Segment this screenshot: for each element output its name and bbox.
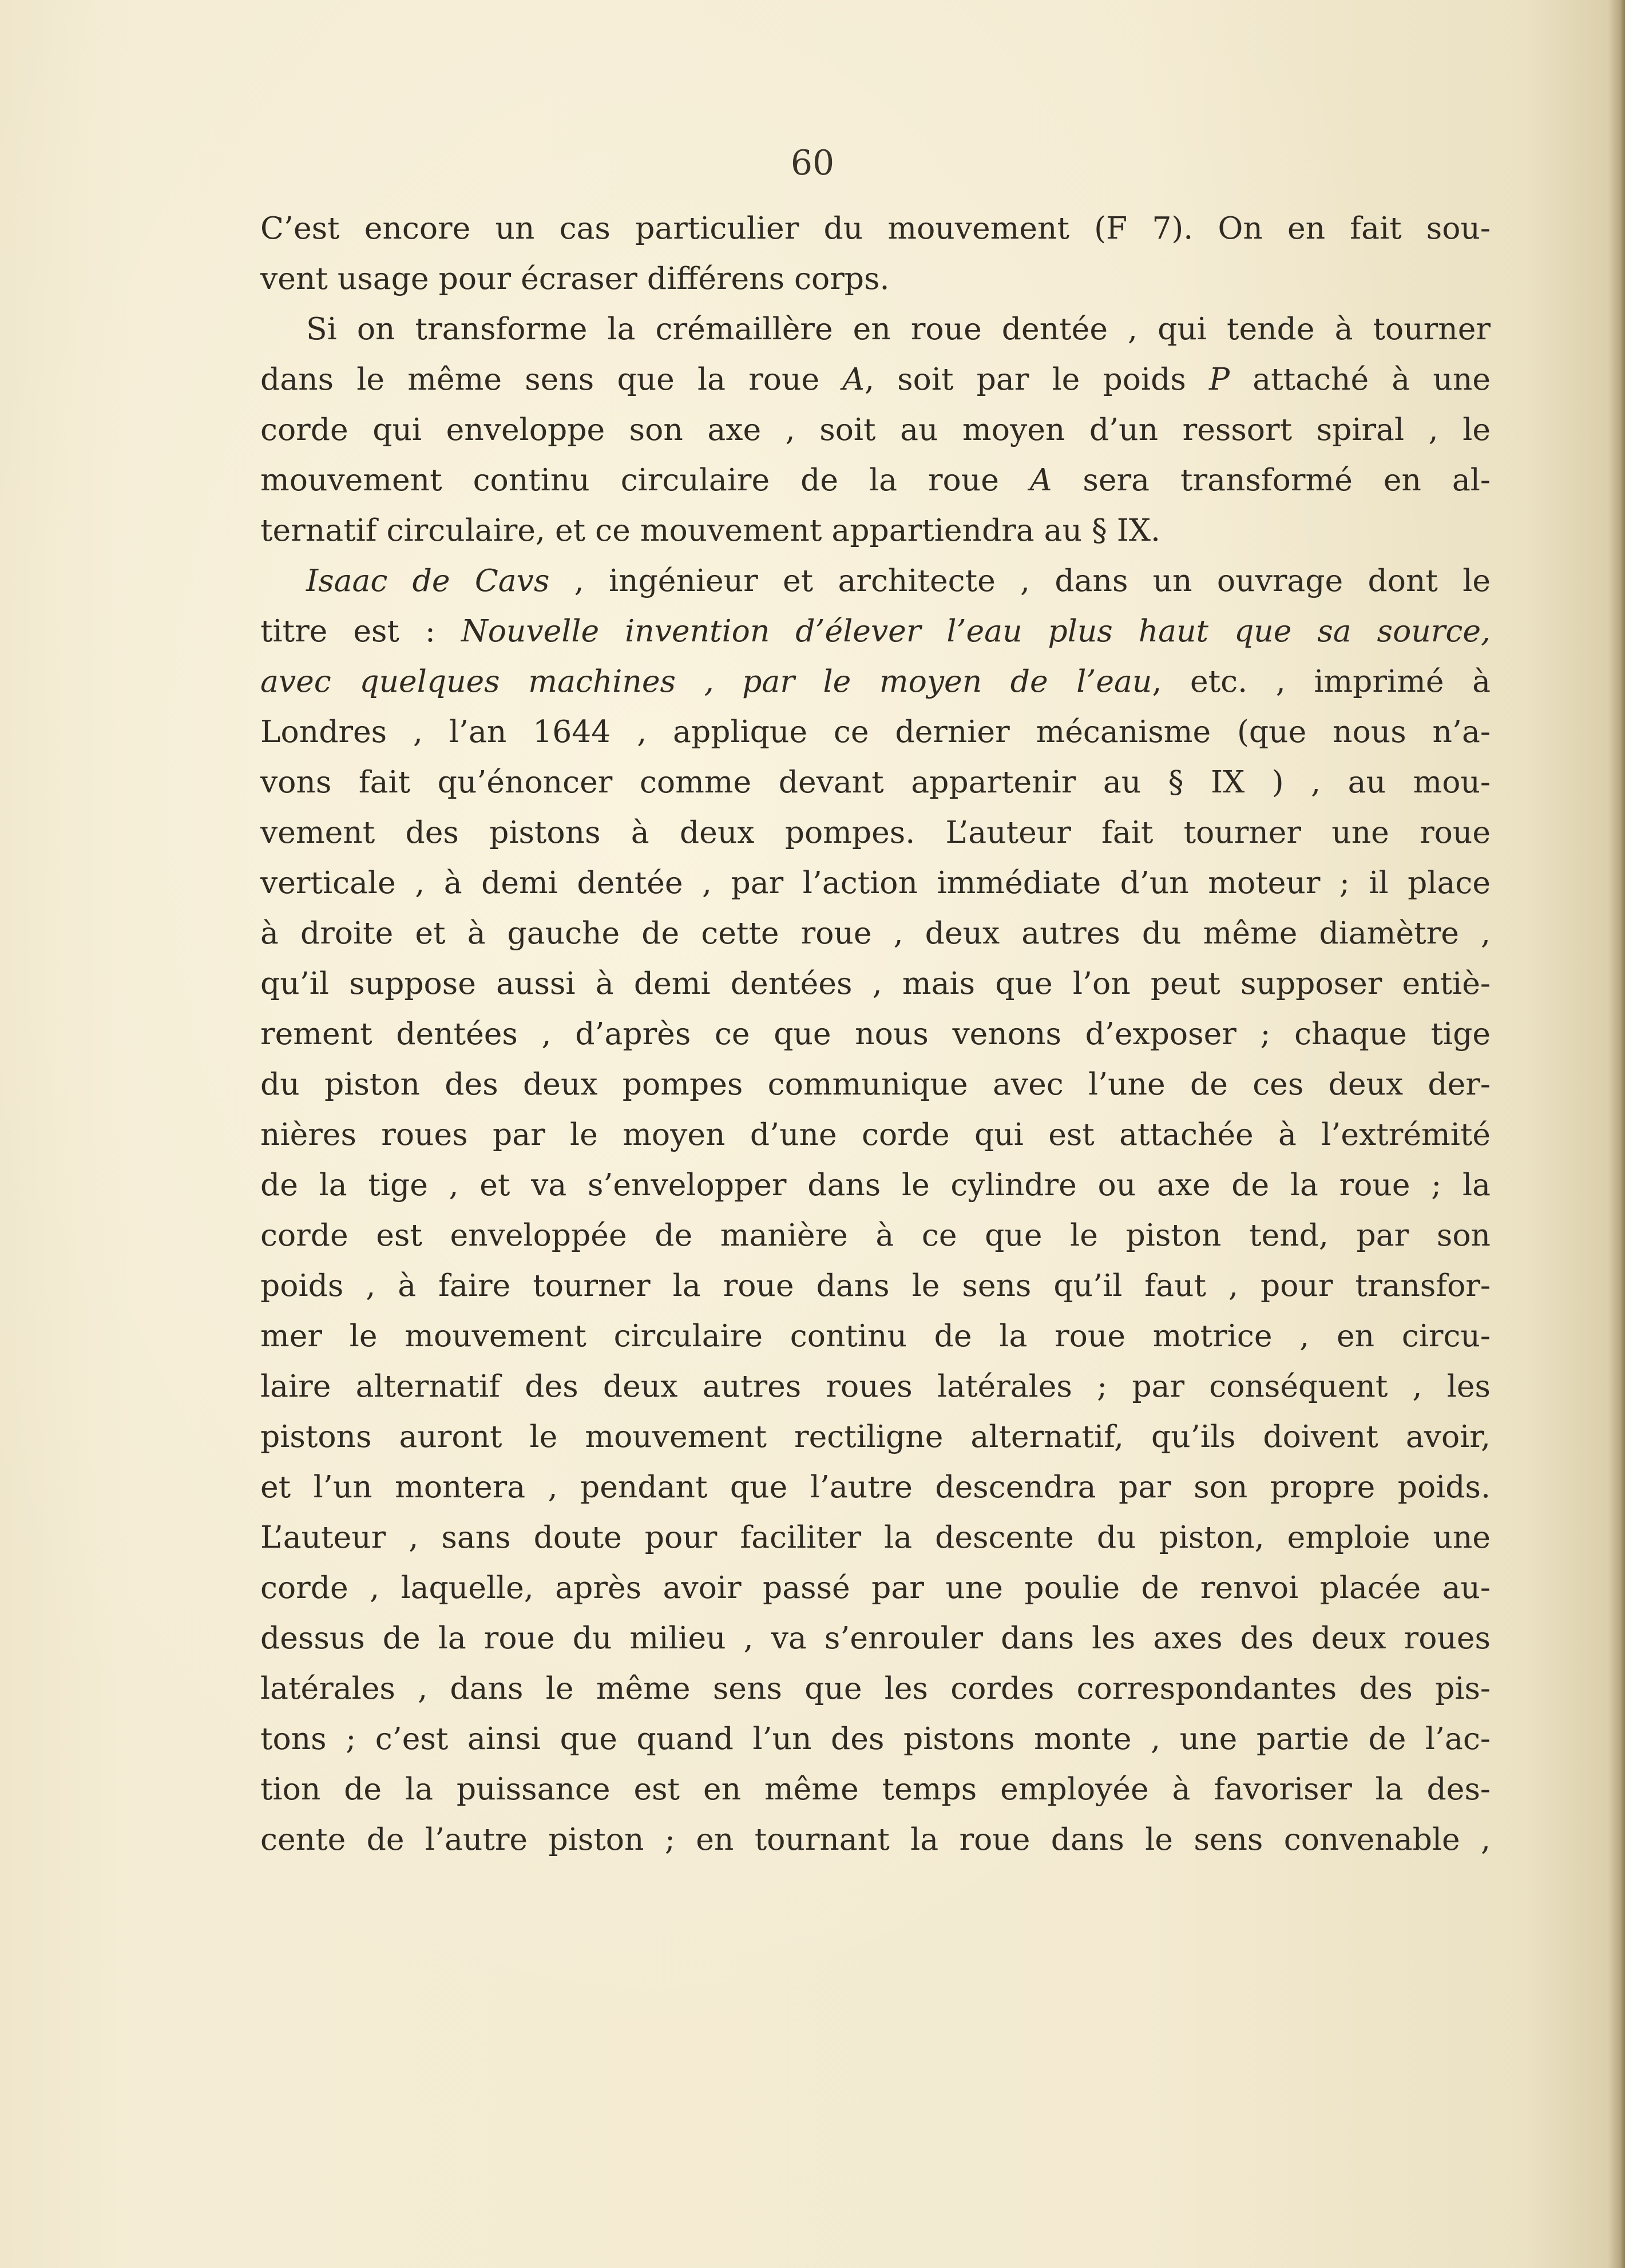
text-segment: et l’un montera , pendant que l’autre descendra par son propre poids.: [260, 1469, 1491, 1505]
text-line: [260, 1764, 1491, 1814]
text-segment: poids , à faire tourner la roue dans le sens qu’il faut , pour transfor-: [260, 1267, 1491, 1303]
italic-text: P: [1209, 361, 1230, 397]
text-segment: corde est enveloppée de manière à ce que le piston tend, par son: [260, 1217, 1491, 1253]
text-line: [260, 858, 1491, 908]
text-segment: , etc. , imprimé à: [1152, 663, 1491, 699]
text-segment: , ingénieur et architecte , dans un ouvrage dont le: [549, 562, 1491, 598]
text-segment: attaché à une: [1230, 361, 1491, 397]
text-line: [260, 556, 1491, 606]
text-line: [260, 1109, 1491, 1160]
text-segment: laire alternatif des deux autres roues latérales ; par conséquent , les: [260, 1368, 1491, 1404]
text-segment: mouvement continu circulaire de la roue: [260, 462, 1030, 498]
text-line: [260, 253, 1491, 304]
text-segment: du piston des deux pompes communique avec l’une de ces deux der-: [260, 1066, 1491, 1102]
text-segment: tons ; c’est ainsi que quand l’un des pistons monte , une partie de l’ac-: [260, 1720, 1491, 1756]
text-line: [260, 354, 1491, 405]
text-segment: corde qui enveloppe son axe , soit au moyen d’un ressort spiral , le: [260, 411, 1491, 447]
text-segment: de la tige , et va s’envelopper dans le cylindre ou axe de la roue ; la: [260, 1167, 1491, 1203]
text-line: [260, 1059, 1491, 1109]
text-line: [260, 656, 1491, 707]
text-segment: cente de l’autre piston ; en tournant la roue dans le sens convenable ,: [260, 1821, 1491, 1857]
text-line: [260, 807, 1491, 858]
text-segment: verticale , à demi dentée , par l’action immédiate d’un moteur ; il place: [260, 865, 1491, 901]
text-line: [260, 405, 1491, 455]
text-line: [260, 505, 1491, 556]
text-line: [260, 1462, 1491, 1512]
text-segment: qu’il suppose aussi à demi dentées , mais que l’on peut supposer entiè-: [260, 965, 1491, 1001]
text-segment: à droite et à gauche de cette roue , deux autres du même diamètre ,: [260, 915, 1491, 951]
text-line: [260, 1009, 1491, 1059]
text-line: [260, 908, 1491, 958]
text-line: [260, 1563, 1491, 1613]
text-segment: L’auteur , sans doute pour faciliter la descente du piston, emploie une: [260, 1519, 1491, 1555]
text-segment: dessus de la roue du milieu , va s’enrouler dans les axes des deux roues: [260, 1620, 1491, 1656]
italic-text: A: [842, 361, 865, 397]
text-line: [260, 1613, 1491, 1663]
text-segment: tion de la puissance est en même temps employée à favoriser la des-: [260, 1771, 1491, 1807]
text-segment: C’est encore un cas particulier du mouvement (F 7). On en fait sou-: [260, 210, 1491, 246]
text-segment: vement des pistons à deux pompes. L’auteur fait tourner une roue: [260, 814, 1491, 850]
text-line: [260, 304, 1491, 354]
text-segment: , soit par le poids: [864, 361, 1210, 397]
text-segment: rement dentées , d’après ce que nous venons d’exposer ; chaque tige: [260, 1016, 1491, 1052]
text-line: [260, 203, 1491, 253]
text-segment: Si on transforme la crémaillère en roue dentée , qui tende à tourner: [306, 311, 1491, 347]
text-line: [260, 1260, 1491, 1311]
text-segment: corde , laquelle, après avoir passé par une poulie de renvoi placée au-: [260, 1569, 1491, 1605]
italic-text: A: [1029, 462, 1052, 498]
text-line: [260, 1814, 1491, 1865]
text-segment: vent usage pour écraser différens corps.: [260, 260, 890, 296]
text-segment: ternatif circulaire, et ce mouvement appartiendra au § IX.: [260, 512, 1161, 548]
text-segment: titre est :: [260, 613, 461, 649]
text-segment: sera transformé en al-: [1052, 462, 1491, 498]
text-line: [260, 1512, 1491, 1563]
text-line: [260, 757, 1491, 807]
text-segment: dans le même sens que la roue: [260, 361, 843, 397]
page-number: 60: [790, 143, 835, 183]
text-line: [260, 1160, 1491, 1210]
text-segment: mer le mouvement circulaire continu de la roue motrice , en circu-: [260, 1318, 1491, 1354]
text-line: [260, 1714, 1491, 1764]
italic-text: Nouvelle invention d’élever l’eau plus haut que sa source,: [461, 613, 1491, 649]
text-segment: vons fait qu’énoncer comme devant appartenir au § IX ) , au mou-: [260, 764, 1491, 800]
text-line: [260, 455, 1491, 505]
text-line: [260, 1663, 1491, 1714]
text-line: [260, 958, 1491, 1009]
text-line: [260, 707, 1491, 757]
text-segment: Londres , l’an 1644 , applique ce dernier mécanisme (que nous n’a-: [260, 713, 1491, 750]
italic-text: avec quelques machines , par le moyen de l’eau: [260, 663, 1152, 699]
text-line: [260, 1210, 1491, 1260]
body-text: [260, 203, 1491, 1865]
text-line: [260, 606, 1491, 656]
text-line: [260, 1311, 1491, 1361]
text-line: [260, 1411, 1491, 1462]
text-segment: pistons auront le mouvement rectiligne alternatif, qu’ils doivent avoir,: [260, 1418, 1491, 1454]
text-segment: latérales , dans le même sens que les cordes correspondantes des pis-: [260, 1670, 1491, 1706]
italic-text: Isaac de Cavs: [306, 562, 550, 598]
text-line: [260, 1361, 1491, 1411]
text-segment: nières roues par le moyen d’une corde qui est attachée à l’extrémité: [260, 1116, 1491, 1152]
